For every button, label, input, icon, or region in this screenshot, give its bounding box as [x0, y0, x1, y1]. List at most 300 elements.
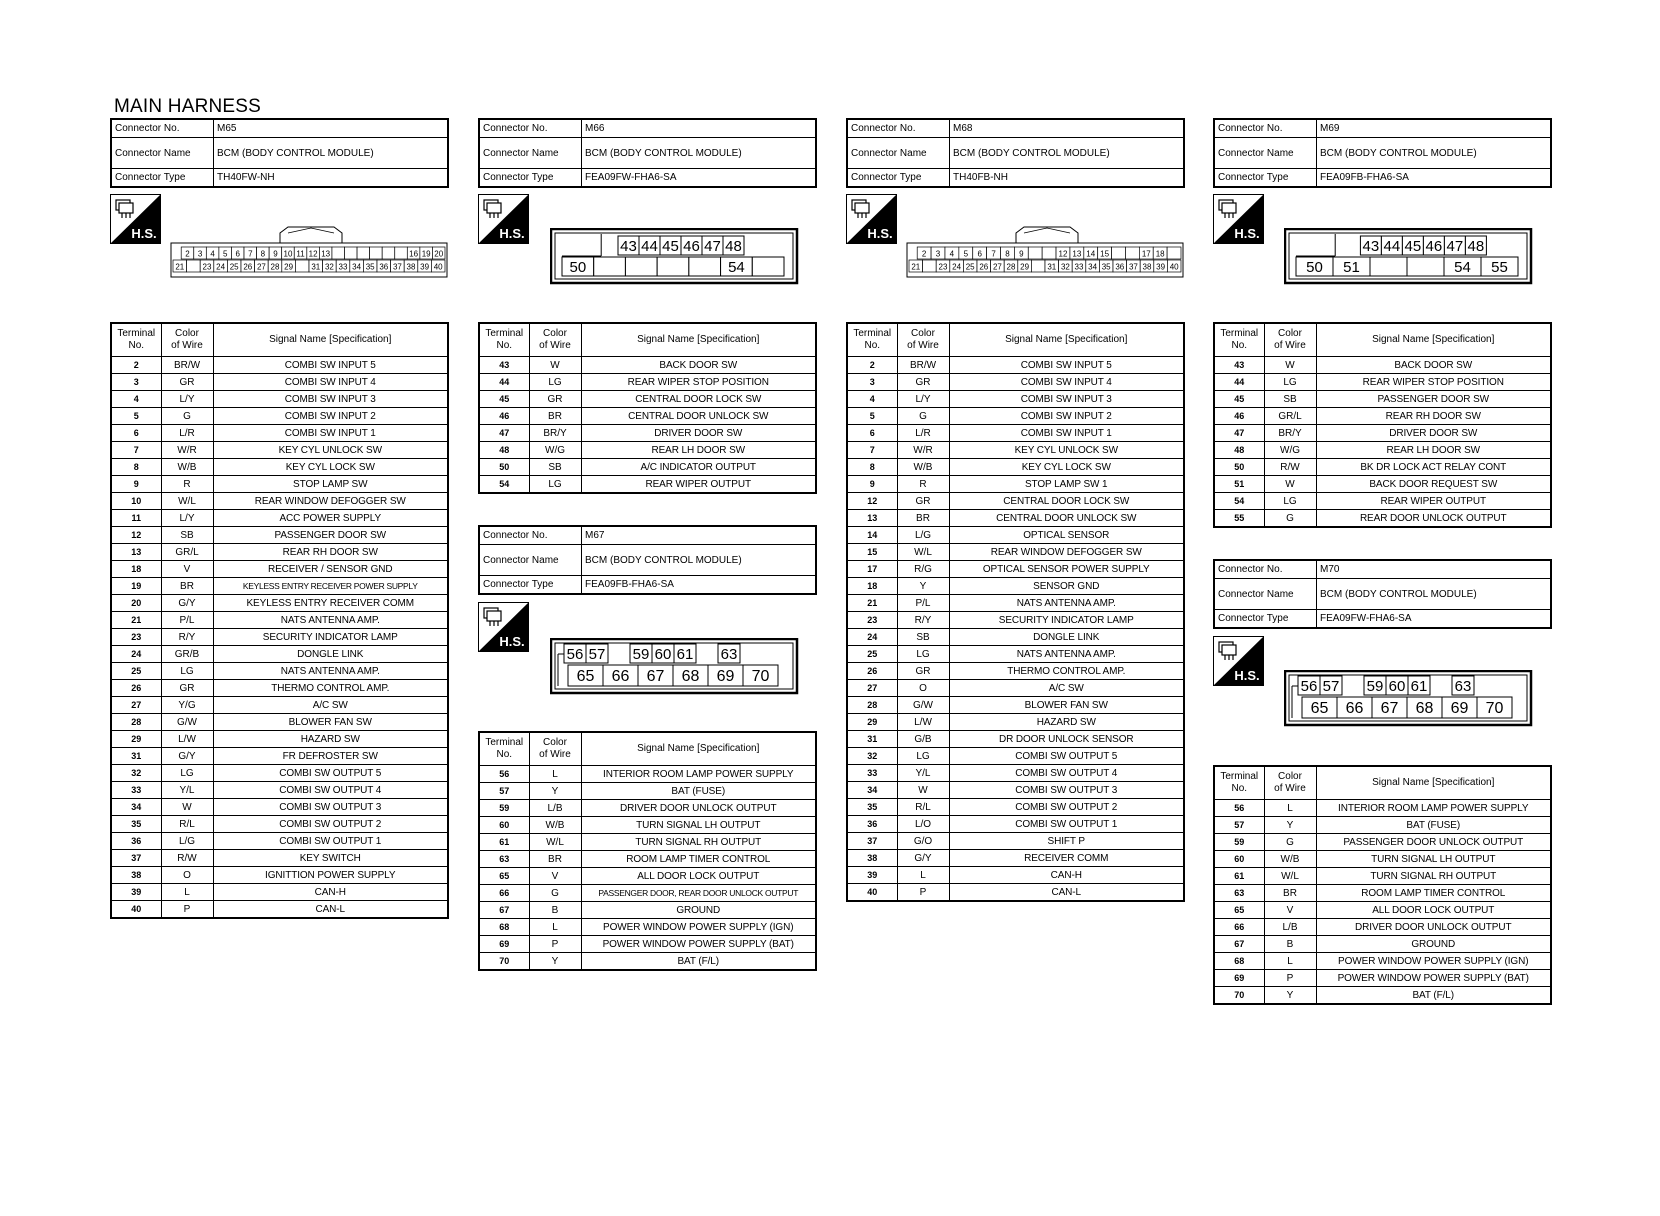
signal-name: COMBI SW INPUT 2	[949, 408, 1184, 425]
wire-color: G/B	[897, 731, 949, 748]
wire-color: W/B	[161, 459, 213, 476]
wire-color: BR/Y	[529, 425, 581, 442]
terminal-no: 68	[479, 919, 529, 936]
pin-label: 70	[1485, 700, 1504, 717]
signal-name: BACK DOOR SW	[1316, 357, 1551, 374]
signal-name: REAR RH DOOR SW	[1316, 408, 1551, 425]
wire-color: L/W	[161, 731, 213, 748]
terminal-no: 9	[847, 476, 897, 493]
table-row	[111, 595, 448, 612]
connector-no-label: Connector No.	[847, 119, 950, 138]
pin-label: 17	[1141, 249, 1151, 259]
wire-color: W/R	[161, 442, 213, 459]
connector-face-M70	[1284, 670, 1534, 728]
table-row	[479, 459, 816, 476]
wire-color: G/W	[897, 697, 949, 714]
pin-label: 56	[1300, 678, 1318, 695]
pin-label: 39	[1156, 262, 1166, 272]
table-row	[847, 357, 1184, 374]
svg-text:H.S.: H.S.	[131, 226, 157, 241]
signal-name: KEYLESS ENTRY RECEIVER COMM	[213, 595, 448, 612]
wire-color: L/B	[529, 800, 581, 817]
wire-color: GR	[897, 663, 949, 680]
signal-name: ACC POWER SUPPLY	[213, 510, 448, 527]
terminal-no: 10	[111, 493, 161, 510]
wire-color: G	[897, 408, 949, 425]
svg-text:H.S.: H.S.	[1234, 226, 1260, 241]
wire-color: L/G	[161, 833, 213, 850]
table-row	[847, 476, 1184, 493]
table-row	[847, 748, 1184, 765]
table-row	[1214, 885, 1551, 902]
terminal-no: 63	[479, 851, 529, 868]
wire-color: W/R	[897, 442, 949, 459]
terminal-no: 47	[479, 425, 529, 442]
terminal-no: 67	[479, 902, 529, 919]
wire-color: P	[897, 884, 949, 902]
signal-name: STOP LAMP SW 1	[949, 476, 1184, 493]
wire-color: V	[161, 561, 213, 578]
signal-name: REAR LH DOOR SW	[581, 442, 816, 459]
terminal-table-M69	[1213, 322, 1552, 528]
table-row	[111, 663, 448, 680]
signal-name: KEY SWITCH	[213, 850, 448, 867]
table-row	[1214, 374, 1551, 391]
terminal-no: 20	[111, 595, 161, 612]
terminal-no: 29	[111, 731, 161, 748]
connector-name-value: BCM (BODY CONTROL MODULE)	[1317, 138, 1552, 169]
table-row	[847, 578, 1184, 595]
wire-color: BR	[529, 851, 581, 868]
pin-label: 24	[952, 262, 962, 272]
signal-name: ALL DOOR LOCK OUTPUT	[1316, 902, 1551, 919]
terminal-no: 39	[847, 867, 897, 884]
pin-label: 32	[324, 262, 334, 272]
wire-color: G/O	[897, 833, 949, 850]
pin-label: 60	[1388, 678, 1406, 695]
signal-name: ROOM LAMP TIMER CONTROL	[1316, 885, 1551, 902]
signal-name: COMBI SW OUTPUT 5	[213, 765, 448, 782]
pin-label: 50	[569, 259, 587, 276]
table-row	[1214, 391, 1551, 408]
signal-name: CAN-L	[949, 884, 1184, 902]
wire-color: W/B	[1264, 851, 1316, 868]
signal-name: COMBI SW INPUT 1	[949, 425, 1184, 442]
col-signal-header: Signal Name [Specification]	[949, 323, 1184, 357]
table-row	[847, 374, 1184, 391]
connector-info-M65	[110, 118, 449, 188]
pin-label: 31	[311, 262, 321, 272]
pin-label: 18	[1155, 249, 1165, 259]
connector-info-M68	[846, 118, 1185, 188]
connector-no-value: M68	[950, 119, 1185, 138]
signal-name: RECEIVER / SENSOR GND	[213, 561, 448, 578]
wire-color: L	[161, 884, 213, 901]
wire-color: SB	[1264, 391, 1316, 408]
pin-label: 59	[632, 646, 650, 663]
signal-name: COMBI SW OUTPUT 2	[213, 816, 448, 833]
wire-color: LG	[161, 663, 213, 680]
table-row	[111, 884, 448, 901]
terminal-no: 2	[111, 357, 161, 374]
signal-name: CENTRAL DOOR UNLOCK SW	[581, 408, 816, 425]
table-row	[111, 697, 448, 714]
pin-label: 16	[409, 249, 419, 259]
wire-color: W	[1264, 357, 1316, 374]
terminal-no: 36	[847, 816, 897, 833]
table-row	[847, 629, 1184, 646]
pin-label: 10	[283, 249, 293, 259]
pin-label: 59	[1366, 678, 1384, 695]
wire-color: G/Y	[897, 850, 949, 867]
pin-label: 44	[1383, 238, 1401, 255]
table-row	[1214, 425, 1551, 442]
col-color-header: Color of Wire	[1264, 766, 1316, 800]
wire-color: GR	[161, 374, 213, 391]
terminal-no: 18	[111, 561, 161, 578]
pin-label: 4	[949, 249, 955, 259]
terminal-no: 65	[479, 868, 529, 885]
connector-name-label: Connector Name	[111, 138, 214, 169]
pin-label: 26	[243, 262, 253, 272]
terminal-no: 50	[479, 459, 529, 476]
wire-color: R/W	[161, 850, 213, 867]
connector-hs-icon	[1213, 194, 1264, 244]
signal-name: NATS ANTENNA AMP.	[213, 612, 448, 629]
terminal-table-M68	[846, 322, 1185, 902]
wire-color: W	[897, 782, 949, 799]
signal-name: COMBI SW OUTPUT 4	[949, 765, 1184, 782]
wire-color: L/R	[161, 425, 213, 442]
table-row	[847, 561, 1184, 578]
signal-name: COMBI SW OUTPUT 2	[949, 799, 1184, 816]
table-row	[111, 357, 448, 374]
pin-label: 2	[921, 249, 927, 259]
table-row	[1214, 800, 1551, 817]
terminal-no: 66	[479, 885, 529, 902]
terminal-no: 8	[847, 459, 897, 476]
signal-name: DR DOOR UNLOCK SENSOR	[949, 731, 1184, 748]
wire-color: O	[161, 867, 213, 884]
terminal-no: 47	[1214, 425, 1264, 442]
connector-face-M67	[550, 638, 800, 696]
connector-type-label: Connector Type	[847, 169, 950, 188]
terminal-no: 5	[847, 408, 897, 425]
wire-color: P/L	[897, 595, 949, 612]
signal-name: COMBI SW INPUT 2	[213, 408, 448, 425]
wire-color: L/R	[897, 425, 949, 442]
pin-label: 33	[1074, 262, 1084, 272]
pin-label: 14	[1086, 249, 1096, 259]
pin-label: 43	[1362, 238, 1380, 255]
table-row	[111, 748, 448, 765]
signal-name: ALL DOOR LOCK OUTPUT	[581, 868, 816, 885]
signal-name: REAR WINDOW DEFOGGER SW	[213, 493, 448, 510]
connector-type-value: TH40FB-NH	[950, 169, 1185, 188]
table-row	[1214, 936, 1551, 953]
wire-color: Y	[529, 953, 581, 971]
terminal-no: 21	[847, 595, 897, 612]
col-color-header: Color of Wire	[1264, 323, 1316, 357]
terminal-no: 68	[1214, 953, 1264, 970]
terminal-no: 38	[111, 867, 161, 884]
col-terminal-header: Terminal No.	[1214, 766, 1264, 800]
wire-color: LG	[161, 765, 213, 782]
signal-name: IGNITTION POWER SUPPLY	[213, 867, 448, 884]
terminal-no: 56	[1214, 800, 1264, 817]
table-row	[479, 391, 816, 408]
connector-no-label: Connector No.	[479, 119, 582, 138]
pin-label: 20	[434, 249, 444, 259]
terminal-no: 36	[111, 833, 161, 850]
connector-face-M68	[906, 225, 1186, 279]
terminal-no: 43	[1214, 357, 1264, 374]
terminal-no: 32	[847, 748, 897, 765]
signal-name: BLOWER FAN SW	[949, 697, 1184, 714]
wire-color: W/L	[529, 834, 581, 851]
connector-type-value: TH40FW-NH	[214, 169, 449, 188]
pin-label: 40	[1169, 262, 1179, 272]
table-row	[847, 884, 1184, 902]
signal-name: CAN-L	[213, 901, 448, 919]
wire-color: L	[1264, 953, 1316, 970]
wire-color: V	[529, 868, 581, 885]
pin-label: 63	[1454, 678, 1472, 695]
connector-no-label: Connector No.	[111, 119, 214, 138]
signal-name: TURN SIGNAL LH OUTPUT	[581, 817, 816, 834]
terminal-no: 23	[847, 612, 897, 629]
terminal-no: 21	[111, 612, 161, 629]
table-row	[111, 527, 448, 544]
pin-label: 24	[216, 262, 226, 272]
terminal-no: 33	[111, 782, 161, 799]
pin-label: 56	[566, 646, 584, 663]
terminal-no: 59	[479, 800, 529, 817]
pin-label: 9	[273, 249, 278, 259]
wire-color: R	[161, 476, 213, 493]
wire-color: GR/L	[1264, 408, 1316, 425]
table-row	[479, 442, 816, 459]
signal-name: BLOWER FAN SW	[213, 714, 448, 731]
signal-name: POWER WINDOW POWER SUPPLY (BAT)	[581, 936, 816, 953]
connector-no-label: Connector No.	[1214, 560, 1317, 579]
terminal-no: 59	[1214, 834, 1264, 851]
signal-name: KEY CYL UNLOCK SW	[213, 442, 448, 459]
terminal-no: 61	[479, 834, 529, 851]
wire-color: L/W	[897, 714, 949, 731]
table-row	[847, 544, 1184, 561]
terminal-no: 29	[847, 714, 897, 731]
wire-color: BR	[1264, 885, 1316, 902]
pin-label: 28	[1006, 262, 1016, 272]
col-color-header: Color of Wire	[529, 323, 581, 357]
pin-label: 38	[406, 262, 416, 272]
wire-color: GR	[897, 493, 949, 510]
connector-no-value: M69	[1317, 119, 1552, 138]
terminal-no: 12	[847, 493, 897, 510]
table-row	[111, 731, 448, 748]
wire-color: V	[1264, 902, 1316, 919]
table-row	[847, 408, 1184, 425]
wire-color: B	[1264, 936, 1316, 953]
table-row	[111, 850, 448, 867]
col-signal-header: Signal Name [Specification]	[581, 732, 816, 766]
signal-name: DRIVER DOOR SW	[581, 425, 816, 442]
signal-name: NATS ANTENNA AMP.	[949, 646, 1184, 663]
terminal-no: 35	[111, 816, 161, 833]
pin-label: 5	[963, 249, 969, 259]
terminal-no: 51	[1214, 476, 1264, 493]
terminal-no: 32	[111, 765, 161, 782]
terminal-no: 50	[1214, 459, 1264, 476]
pin-label: 47	[704, 238, 721, 255]
signal-name: BACK DOOR SW	[581, 357, 816, 374]
table-row	[111, 833, 448, 850]
terminal-no: 37	[111, 850, 161, 867]
signal-name: POWER WINDOW POWER SUPPLY (BAT)	[1316, 970, 1551, 987]
signal-name: COMBI SW INPUT 1	[213, 425, 448, 442]
table-row	[111, 459, 448, 476]
wire-color: B	[529, 902, 581, 919]
terminal-no: 8	[111, 459, 161, 476]
table-row	[479, 357, 816, 374]
table-row	[111, 476, 448, 493]
pin-label: 38	[1142, 262, 1152, 272]
pin-label: 34	[1088, 262, 1098, 272]
pin-label: 2	[185, 249, 190, 259]
terminal-no: 63	[1214, 885, 1264, 902]
terminal-no: 55	[1214, 510, 1264, 528]
pin-label: 48	[725, 238, 742, 255]
wire-color: G	[529, 885, 581, 902]
terminal-no: 18	[847, 578, 897, 595]
terminal-no: 33	[847, 765, 897, 782]
terminal-no: 60	[479, 817, 529, 834]
wire-color: G	[1264, 834, 1316, 851]
wire-color: L/Y	[161, 510, 213, 527]
wire-color: Y/G	[161, 697, 213, 714]
table-row	[479, 919, 816, 936]
terminal-no: 39	[111, 884, 161, 901]
pin-label: 66	[611, 668, 630, 685]
wire-color: LG	[897, 748, 949, 765]
wire-color: R/L	[161, 816, 213, 833]
signal-name: HAZARD SW	[949, 714, 1184, 731]
terminal-no: 34	[111, 799, 161, 816]
wire-color: BR	[161, 578, 213, 595]
wire-color: W/L	[161, 493, 213, 510]
table-row	[479, 868, 816, 885]
connector-no-label: Connector No.	[1214, 119, 1317, 138]
table-row	[1214, 510, 1551, 528]
signal-name: A/C SW	[949, 680, 1184, 697]
terminal-no: 45	[1214, 391, 1264, 408]
signal-name: COMBI SW INPUT 5	[949, 357, 1184, 374]
pin-label: 27	[992, 262, 1002, 272]
wire-color: R/L	[897, 799, 949, 816]
svg-text:H.S.: H.S.	[867, 226, 893, 241]
terminal-no: 69	[1214, 970, 1264, 987]
connector-type-label: Connector Type	[479, 169, 582, 188]
col-terminal-header: Terminal No.	[111, 323, 161, 357]
wire-color: Y	[529, 783, 581, 800]
pin-label: 54	[1454, 259, 1471, 276]
wire-color: P/L	[161, 612, 213, 629]
wire-color: BR/Y	[1264, 425, 1316, 442]
terminal-table-M67	[478, 731, 817, 971]
terminal-no: 7	[847, 442, 897, 459]
signal-name: ROOM LAMP TIMER CONTROL	[581, 851, 816, 868]
signal-name: DONGLE LINK	[949, 629, 1184, 646]
terminal-no: 65	[1214, 902, 1264, 919]
pin-label: 27	[256, 262, 266, 272]
connector-info-M70	[1213, 559, 1552, 629]
signal-name: PASSENGER DOOR SW	[213, 527, 448, 544]
wire-color: L	[1264, 800, 1316, 817]
pin-label: 6	[977, 249, 982, 259]
table-row	[847, 459, 1184, 476]
table-row	[1214, 851, 1551, 868]
wire-color: P	[161, 901, 213, 919]
terminal-no: 19	[111, 578, 161, 595]
terminal-table-M66	[478, 322, 817, 494]
signal-name: COMBI SW INPUT 3	[213, 391, 448, 408]
pin-label: 33	[338, 262, 348, 272]
table-row	[111, 629, 448, 646]
signal-name: SECURITY INDICATOR LAMP	[213, 629, 448, 646]
terminal-no: 70	[1214, 987, 1264, 1005]
terminal-no: 6	[847, 425, 897, 442]
pin-label: 65	[576, 668, 595, 685]
wire-color: LG	[529, 476, 581, 494]
connector-info-M67	[478, 525, 817, 595]
wire-color: L/Y	[161, 391, 213, 408]
terminal-no: 57	[479, 783, 529, 800]
pin-label: 37	[1128, 262, 1138, 272]
pin-label: 25	[965, 262, 975, 272]
signal-name: BAT (F/L)	[1316, 987, 1551, 1005]
col-signal-header: Signal Name [Specification]	[1316, 323, 1551, 357]
connector-hs-icon	[478, 602, 529, 652]
pin-label: 29	[284, 262, 294, 272]
connector-face-M66	[550, 228, 800, 286]
pin-label: 35	[365, 262, 375, 272]
wire-color: Y/L	[897, 765, 949, 782]
signal-name: THERMO CONTROL AMP.	[949, 663, 1184, 680]
table-row	[847, 731, 1184, 748]
pin-label: 9	[1019, 249, 1024, 259]
pin-label: 29	[1020, 262, 1030, 272]
pin-label: 31	[1047, 262, 1057, 272]
pin-label: 69	[716, 668, 735, 685]
terminal-no: 66	[1214, 919, 1264, 936]
signal-name: COMBI SW INPUT 5	[213, 357, 448, 374]
wire-color: SB	[529, 459, 581, 476]
terminal-no: 14	[847, 527, 897, 544]
pin-label: 55	[1491, 259, 1508, 276]
pin-label: 13	[1072, 249, 1082, 259]
wire-color: R/Y	[897, 612, 949, 629]
pin-label: 8	[1005, 249, 1010, 259]
terminal-no: 60	[1214, 851, 1264, 868]
connector-name-value: BCM (BODY CONTROL MODULE)	[950, 138, 1185, 169]
table-row	[111, 646, 448, 663]
terminal-no: 23	[111, 629, 161, 646]
connector-info-M66	[478, 118, 817, 188]
wire-color: L	[529, 919, 581, 936]
pin-label: 61	[1410, 678, 1428, 695]
wire-color: G/Y	[161, 748, 213, 765]
